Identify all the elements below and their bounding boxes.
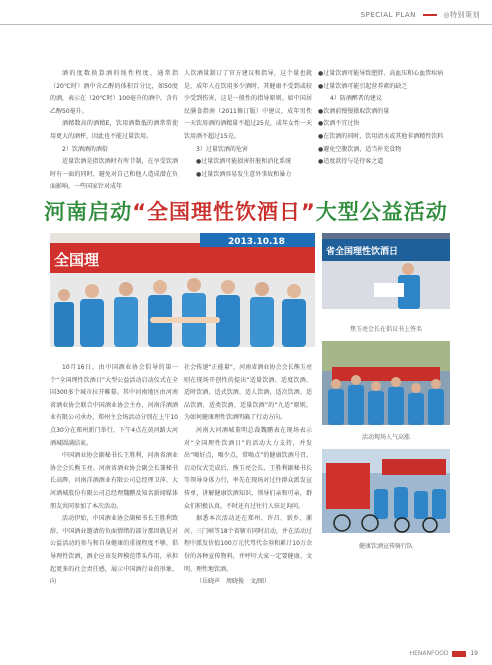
paragraph: 活动伊始，中国酒业协会副秘书长王胜利致辞，中国酒业邀请的负面情绪的部分那因就是对公益活动的参与和自身健康的重视程度不够，倡导理性饮酒，酒企应该发挥模范带头作用，承担起更多的社会责任感，展示中国酒行业的形象，向: [50, 515, 178, 586]
headline-post: 大型公益活动: [315, 200, 448, 224]
banner-sign-text: 全国理: [54, 251, 100, 269]
bullet-item: ●饮酒不宜过快: [318, 120, 360, 128]
bullet-item: ●过量饮酒可能损害肝脏和消化系统: [196, 158, 292, 166]
bullet-item: ●在饮酒的同时，饮用清水或其他非酒精性饮料: [318, 132, 444, 140]
paragraph: 社会传递“正能量”，河南省酒业协会会长熊玉亮则在现场开创性的提出“适量饮酒、适度饮酒、适时饮酒、适式饮酒、适人饮酒、适次饮酒、适品饮酒、适类饮酒、适量饮酒”的“九适”原则，为如何健康理性饮酒明确了行动方向。: [184, 364, 312, 422]
paragraph: 10月16日，由中国酒业协会倡导的第一个“全国理性饮酒日”大型公益活动启动仪式在全国300多个城市拉开帷幕。其中河南地区由河南省酒业协会联合中国酒业协会主办，河南洋酒酒业有限公司承办，郑州主会场活动分别在上午10点30分在郑州新门举行，下午4点在黄河路大河酒城圆满结束。: [50, 364, 178, 447]
byline: （岳晓声 周晓俊 文/图）: [196, 578, 271, 586]
subheading: 4）防酒醉者的建议: [330, 95, 382, 103]
backdrop-sign-text: 省全国理性饮酒日: [326, 247, 399, 257]
article-column-2: [184, 362, 312, 589]
footer-accent: [452, 651, 466, 657]
section-label-en: SPECIAL PLAN: [360, 11, 416, 19]
bullet-item: ●饮酒前慢慢摄取饮酒的量: [318, 107, 390, 115]
paragraph: 河南大河酒城董明总裁魏鹏表在现场表示对“全国理性饮酒日”的活动大力支持，并发出“喝好点，喝少点，常喝点”的健康饮酒号召，启动仪式完成后，熊玉亮会长、王胜利副秘书长等领导身体力行，率先在现场对过往群众派发宣传单，讲解健康饮酒知识，领导们亲和可亲，群众们积极认真，不时还有过往行人驻足询问。: [184, 426, 312, 510]
top-column-2: [184, 68, 312, 181]
crowd-photo: [322, 341, 450, 425]
headline-quoted: “全国理性饮酒日”: [132, 200, 316, 224]
section-header: [361, 10, 480, 20]
bullet-item: ●避免空腹饮酒，适当补充食物: [318, 145, 402, 153]
paragraph: 中国酒业协会副秘书长王胜利，河南省酒业协会会长熊玉亮、河南省酒业协会副会长兼秘书长高晖、河南洋酒酒业有限公司总经理卫萍、大河酒城股份有限公司总经理魏鹏及知名新闻媒体朋友共同参加了本次活动。: [50, 452, 178, 510]
bullet-item: ●过量饮酒容易发生意外事故和暴力: [196, 170, 292, 178]
paragraph: 适量饮酒是指饮酒时有所节制，在享受饮酒时有一面的同时，避免对自己和他人造成潜在负面影响，一些国家针对成年: [50, 158, 178, 191]
page-number: 19: [470, 650, 478, 657]
article-column-1: [50, 362, 178, 589]
photo-caption: 焦玉亮会长在倡议书上签名: [349, 326, 422, 333]
bullet-item: ●适度款待与是待客之道: [318, 158, 384, 166]
photo-caption: 健康饮酒宣传骑行队: [358, 543, 413, 550]
top-column-1: [50, 68, 178, 194]
main-event-photo: [50, 233, 315, 347]
paragraph: 据悉本次活动还在郑州、许昌、新乡、漯河、三门峡等18个省辖市同时启动，并在活动过程中派发价值100万元代驾代金券和累计10万余份的各种宣传物料，并呼吁大家一定要健康、文明、理性地饮酒。: [184, 515, 312, 573]
subheading: 3）过量饮酒的危害: [196, 145, 248, 153]
header-accent-bar: [423, 14, 437, 16]
photo-caption: 活动现场人气高涨: [361, 434, 410, 441]
page-footer: [410, 650, 478, 657]
paragraph: 酒的度数换算酒的纯性程度，通常指（20℃时）酒中含乙醇的体积百分比，如50度的酒，表示在（20℃时）100毫升的酒中，含有乙醇50毫升。: [50, 70, 178, 115]
subheading: 2）饮酒酒的酒俗: [62, 145, 108, 153]
footer-brand: HENANFOOD: [409, 650, 449, 657]
bicycle-team-photo: [322, 449, 450, 533]
header-rule: [0, 24, 492, 25]
article-headline: [0, 196, 492, 226]
banner-date-text: 2013.10.18: [228, 237, 285, 247]
paragraph: 人饮酒量制订了官方建议和指导，这个量也就是，成年人在饮用多少酒时，其健康不受到或较少受到伤害，这是一般性的指导原则。如中国居民膳食指南（2011修订版）中建议，成年男性一天饮用酒的酒精量不超过25克，成年女性一天饮用酒不超过15克。: [184, 70, 312, 140]
section-label-cn: ◎特别策划: [443, 11, 480, 19]
headline-pre: 河南启动: [44, 200, 133, 224]
bullet-item: ●过量饮酒可能引起营养素的缺乏: [318, 82, 408, 90]
top-column-3: [318, 68, 446, 169]
paragraph: 酒精数高的酒精E，饮用酒数低的酒常常使用更大的酒杯，因此也不能过量饮用。: [50, 120, 178, 140]
signing-photo: [322, 233, 450, 309]
bullet-item: ●过量饮酒可能导致肥胖、高血压和心血管疾病: [318, 70, 444, 77]
